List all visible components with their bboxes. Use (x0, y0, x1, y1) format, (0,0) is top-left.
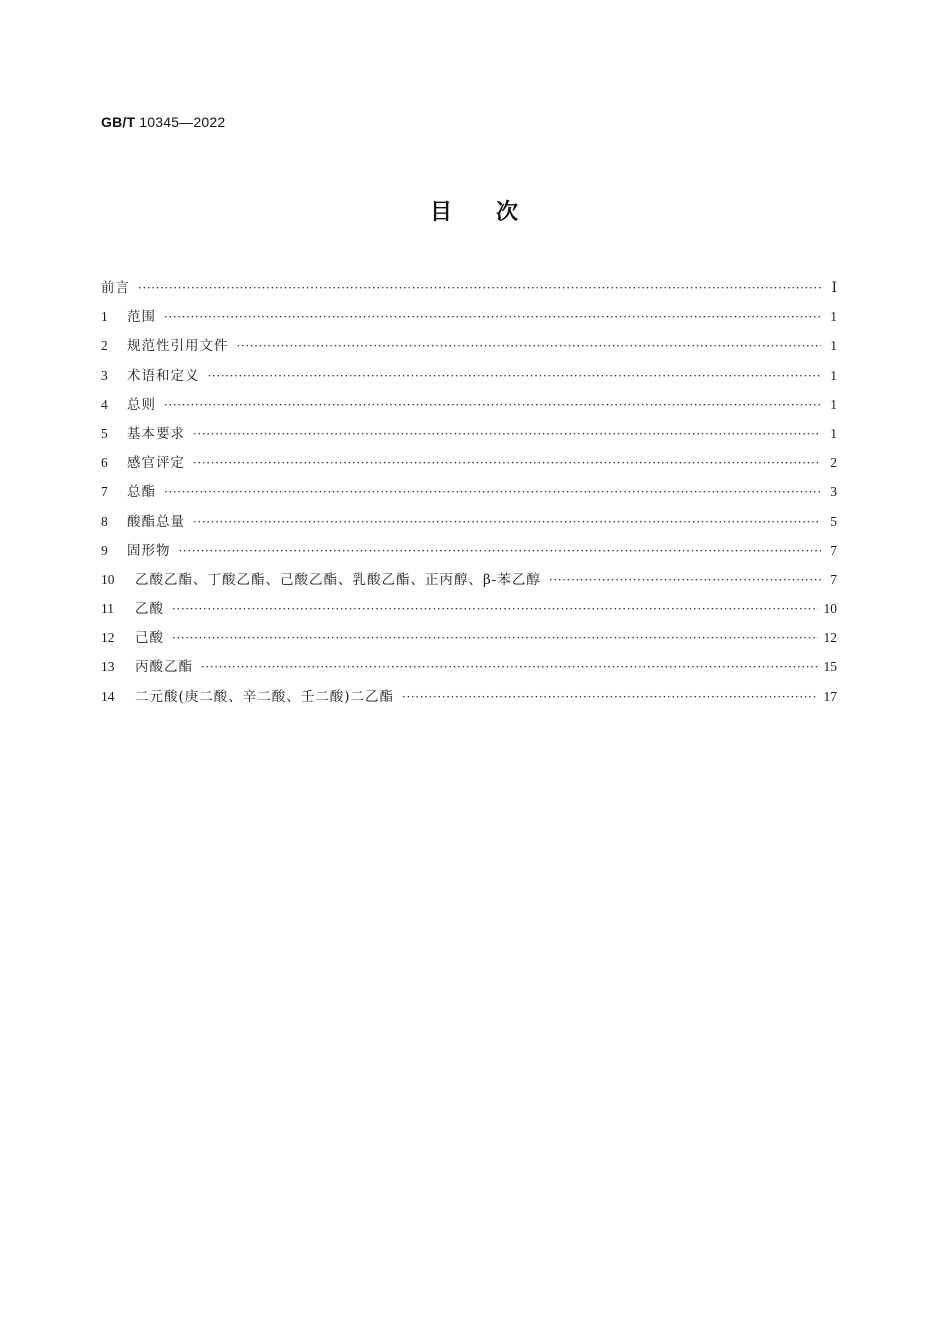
toc-entry-6[interactable] (101, 451, 837, 480)
toc-entry-title: 基本要求 (127, 425, 185, 442)
toc-entry-5[interactable] (101, 422, 837, 451)
toc-entry-title: 术语和定义 (127, 367, 200, 384)
toc-entry-number: 4 (101, 396, 108, 412)
toc-entry-number: 1 (101, 309, 108, 325)
toc-entry-14[interactable] (101, 685, 837, 714)
toc-leader-dots (172, 602, 818, 616)
toc-entry-1[interactable] (101, 305, 837, 334)
standard-code (101, 114, 225, 130)
toc-entry-3[interactable] (101, 364, 837, 393)
toc-entry-title: 总则 (127, 396, 156, 413)
toc-entry-page: 1 (830, 396, 837, 412)
toc-entry-page: 12 (823, 630, 837, 646)
toc-entry-page: 15 (823, 659, 837, 675)
toc-entry-page: 1 (830, 309, 837, 325)
toc-entry-page: 1 (830, 425, 837, 441)
toc-entry-title: 规范性引用文件 (127, 338, 229, 355)
toc-entry-4[interactable] (101, 393, 837, 422)
toc-entry-11[interactable] (101, 597, 837, 626)
toc-entry-title: 二元酸(庚二酸、辛二酸、壬二酸)二乙酯 (135, 688, 395, 705)
toc-leader-dots (237, 339, 822, 353)
toc-entry-page: 3 (830, 484, 837, 500)
standard-prefix: GB/T (101, 114, 136, 130)
toc-entry-13[interactable] (101, 655, 837, 684)
toc-entry-number: 13 (101, 659, 115, 675)
toc-entry-title: 酸酯总量 (127, 513, 185, 530)
toc-entry-title: 前言 (101, 280, 130, 296)
toc-entry-title: 总酯 (127, 484, 156, 501)
toc-leader-dots (164, 398, 821, 412)
toc-entry-page: 1 (830, 338, 837, 354)
toc-leader-dots (201, 660, 818, 674)
toc-entry-title: 乙酸 (135, 601, 164, 618)
toc-entry-number: 6 (101, 455, 108, 471)
toc-leader-dots (138, 281, 821, 295)
toc-entry-9[interactable] (101, 539, 837, 568)
toc-entry-number: 5 (101, 425, 108, 441)
toc-entry-title: 乙酸乙酯、丁酸乙酯、己酸乙酯、乳酸乙酯、正丙醇、β-苯乙醇 (135, 571, 541, 588)
toc-leader-dots (164, 485, 821, 499)
toc-entry-number: 10 (101, 571, 115, 587)
toc-leader-dots (193, 515, 821, 529)
toc-entry-page: Ⅰ (831, 280, 837, 295)
toc-leader-dots (193, 427, 821, 441)
toc-entry-number: 11 (101, 601, 114, 617)
toc-entry-number: 2 (101, 338, 108, 354)
toc-entry-foreword[interactable] (101, 276, 837, 305)
toc-entry-page: 1 (830, 367, 837, 383)
toc-entry-7[interactable] (101, 480, 837, 509)
toc-entry-number: 12 (101, 630, 115, 646)
table-of-contents (101, 276, 837, 714)
toc-leader-dots (193, 456, 821, 470)
toc-entry-10[interactable] (101, 568, 837, 597)
toc-leader-dots (402, 690, 817, 704)
toc-entry-title: 固形物 (127, 542, 171, 559)
toc-entry-title: 范围 (127, 309, 156, 326)
toc-leader-dots (172, 631, 818, 645)
toc-entry-page: 10 (823, 601, 837, 617)
toc-leader-dots (549, 573, 821, 587)
toc-leader-dots (179, 544, 822, 558)
page-title (0, 195, 950, 226)
toc-entry-page: 7 (830, 542, 837, 558)
toc-entry-12[interactable] (101, 626, 837, 655)
title-char-2: 次 (496, 200, 521, 225)
toc-leader-dots (208, 369, 822, 383)
toc-entry-title: 感官评定 (127, 455, 185, 472)
toc-leader-dots (164, 310, 821, 324)
toc-entry-number: 9 (101, 542, 108, 558)
toc-entry-page: 17 (823, 688, 837, 704)
toc-entry-title: 丙酸乙酯 (135, 659, 193, 676)
toc-entry-page: 2 (830, 455, 837, 471)
toc-entry-number: 7 (101, 484, 108, 500)
toc-entry-number: 8 (101, 513, 108, 529)
toc-entry-8[interactable] (101, 510, 837, 539)
toc-entry-2[interactable] (101, 334, 837, 363)
toc-entry-number: 3 (101, 367, 108, 383)
standard-number: 10345—2022 (139, 114, 226, 130)
title-char-1: 目 (429, 200, 454, 225)
toc-entry-number: 14 (101, 688, 115, 704)
toc-entry-title: 己酸 (135, 630, 164, 647)
toc-entry-page: 5 (830, 513, 837, 529)
toc-entry-page: 7 (830, 571, 837, 587)
